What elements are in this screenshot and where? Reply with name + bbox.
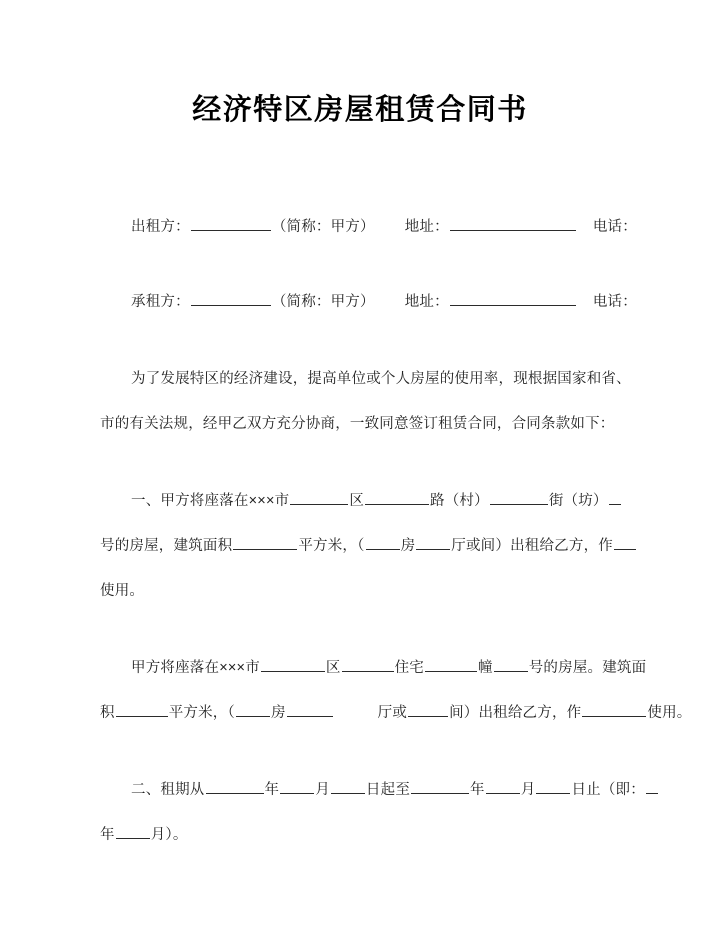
clause-one-alt-text-9: 厅或 [377,705,408,721]
lessor-alias: （简称：甲方） [271,219,375,235]
lessor-label: 出租方： [131,219,190,235]
clause-two-text-8: 年 [100,827,115,843]
alt-usage-blank[interactable] [582,702,646,717]
start-year-blank[interactable] [206,779,264,794]
spacer-after-clause-one-p2 [100,736,624,768]
clause-one-alt-text-8: 房 [270,705,286,721]
clause-one-text-5: 号的房屋，建筑面积 [100,538,233,554]
total-months-blank[interactable] [116,824,150,839]
clause-two-text-2: 年 [264,782,280,798]
lessee-address-blank[interactable] [450,291,576,306]
lessee-address-label: 地址： [404,294,449,310]
page-title: 经济特区房屋租赁合同书 [192,94,528,127]
end-year-blank[interactable] [411,779,469,794]
start-month-blank[interactable] [280,779,314,794]
spacer-after-preamble [100,447,624,479]
clause-two-text-5: 年 [470,782,485,798]
document-body [100,205,692,858]
road-blank[interactable] [365,490,429,505]
clause-two-text-7: 日止（即： [571,782,645,798]
clause-one-alt-text-6: 积 [100,705,115,721]
clause-one-text-8: 厅或间）出租给乙方，作 [451,538,613,554]
alt-residence-blank[interactable] [342,657,394,672]
clause-two-text-1: 租期从 [160,782,205,798]
spacer-after-lessee [100,325,624,357]
clause-two-text-9: 月）。 [150,827,188,843]
spacer-after-clause-one-p1 [100,614,624,646]
lessee-phone-label: 电话： [592,294,637,310]
clause-one-text-1: 甲方将座落在×××市 [160,493,290,509]
clause-one-text-2: 区 [349,493,365,509]
lessor-address-blank[interactable] [450,216,576,231]
clause-one-marker: 一、 [131,493,161,509]
end-month-blank[interactable] [486,779,520,794]
clause-two-line-1 [100,768,645,813]
clause-one-alt-text-2: 区 [325,660,341,676]
clause-one-line-1 [100,479,624,524]
clause-two-text-3: 月 [315,782,330,798]
number-blank[interactable] [609,490,621,505]
street-blank[interactable] [490,490,548,505]
clause-one-alt-text-3: 住宅 [394,660,425,676]
lessor-name-blank[interactable] [191,216,271,231]
clause-one-line-3: 使用。 [100,583,145,599]
lessor-phone-label: 电话： [592,219,637,235]
alt-area-blank[interactable] [116,702,168,717]
clause-one-alt-line-1 [100,646,647,691]
rooms-blank[interactable] [366,535,400,550]
total-years-blank[interactable] [646,779,658,794]
alt-building-blank[interactable] [425,657,477,672]
clause-one-text-4: 街（坊） [548,493,608,509]
halls-blank[interactable] [416,535,450,550]
clause-one-line-2 [100,524,624,569]
clause-one-alt-text-7: 平方米，（ [168,705,235,721]
preamble-line-1: 为了发展特区的经济建设，提高单位或个人房屋的使用率，现根据国家和省、 [131,371,631,387]
lessor-address-label: 地址： [404,219,449,235]
preamble-line-2: 市的有关法规，经甲乙双方充分协商，一致同意签订租赁合同，合同条款如下： [100,416,615,432]
end-day-blank[interactable] [536,779,570,794]
clause-one-text-3: 路（村） [430,493,489,509]
clause-one-text-7: 房 [400,538,416,554]
lessor-line [100,205,637,250]
district-blank[interactable] [290,490,348,505]
clause-one-alt-text-4: 幢 [478,660,493,676]
alt-rooms-blank[interactable] [236,702,270,717]
clause-two-line-2 [100,813,624,858]
clause-one-alt-text-5: 号的房屋。建筑面 [528,660,647,676]
clause-one-alt-line-2 [100,691,692,736]
alt-halls-blank[interactable] [287,702,333,717]
clause-one-alt-text-10: 间）出租给乙方，作 [449,705,582,721]
start-day-blank[interactable] [331,779,365,794]
spacer-after-lessor [100,250,624,280]
clause-one-text-6: 平方米，（ [298,538,365,554]
clause-one-alt-text-1: 甲方将座落在×××市 [131,660,260,676]
alt-district-blank[interactable] [261,657,325,672]
area-blank[interactable] [233,535,297,550]
alt-units-blank[interactable] [408,702,448,717]
lessee-alias: （简称：甲方） [271,294,375,310]
usage-blank[interactable] [614,535,636,550]
clause-one-alt-text-11: 使用。 [647,705,692,721]
lessee-name-blank[interactable] [191,291,271,306]
alt-number-blank[interactable] [494,657,528,672]
clause-two-text-4: 日起至 [365,782,411,798]
lessee-line [100,280,637,325]
clause-two-text-6: 月 [520,782,536,798]
lessee-label: 承租方： [131,294,190,310]
clause-two-marker: 二、 [131,782,161,798]
